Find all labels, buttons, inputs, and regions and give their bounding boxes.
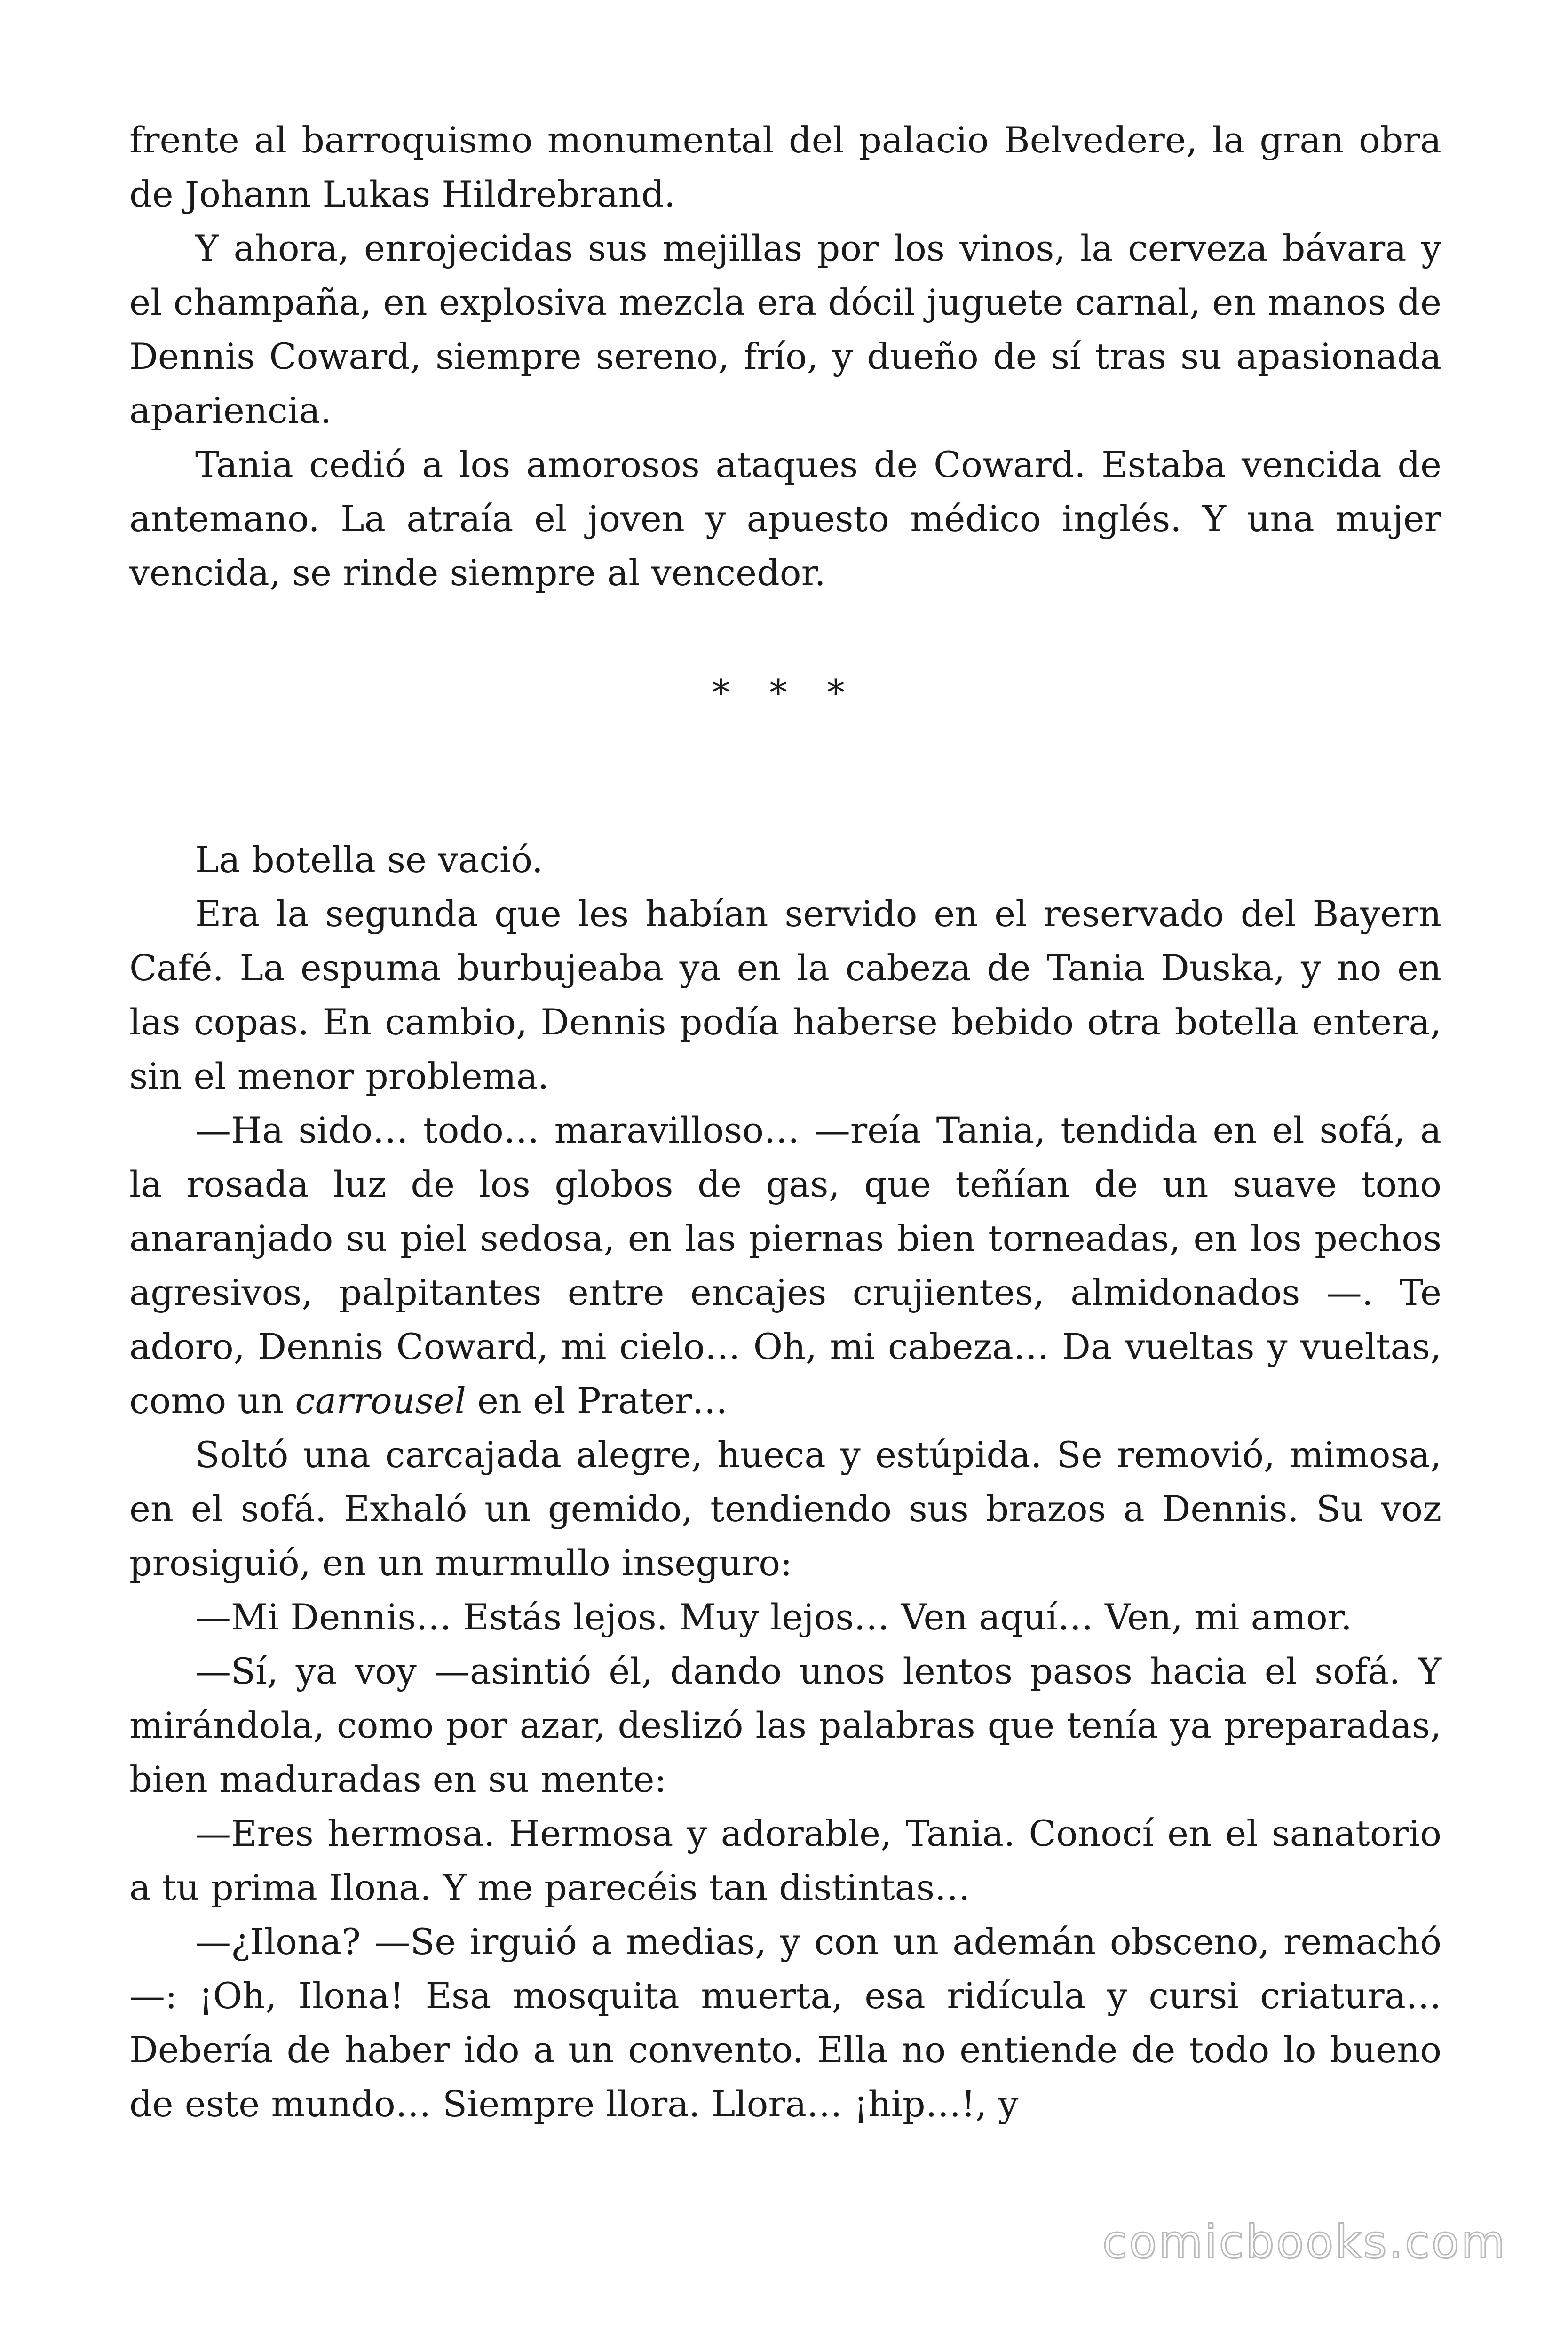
paragraph: Soltó una carcajada alegre, hueca y estúpida. Se removió, mimosa, en el sofá. Exhaló un gemido, tendiendo sus brazos a Dennis. Su voz prosiguió, en un murmullo inseguro: <box>129 1434 1441 1584</box>
paragraph: Era la segunda que les habían servido en el reservado del Bayern Café. La espuma burbujeaba ya en la cabeza de Tania Duska, y no en las copas. En cambio, Dennis podía haberse bebido otra botella entera, sin el menor problema. <box>129 893 1441 1097</box>
paragraph: Tania cedió a los amorosos ataques de Coward. Estaba vencida de antemano. La atraía el joven y apuesto médico inglés. Y una mujer vencida, se rinde siempre al vencedor. <box>129 444 1441 594</box>
paragraph: —Sí, ya voy —asintió él, dando unos lentos pasos hacia el sofá. Y mirándola, como por azar, deslizó las palabras que tenía ya preparadas, bien maduradas en su mente: <box>129 1650 1441 1800</box>
paragraph: —Eres hermosa. Hermosa y adorable, Tania. Conocí en el sanatorio a tu prima Ilona. Y me parecéis tan distintas… <box>129 1812 1441 1908</box>
paragraph-text: en el Prater… <box>466 1380 728 1422</box>
paragraph: Y ahora, enrojecidas sus mejillas por los vinos, la cerveza bávara y el champaña, en explosiva mezcla era dócil juguete carnal, en manos de Dennis Coward, siempre sereno, frío, y dueño de sí tras su apasionada apariencia. <box>129 227 1441 431</box>
paragraph: La botella se vació. <box>195 839 543 881</box>
paragraph: frente al barroquismo monumental del palacio Belvedere, la gran obra de Johann Lukas Hildrebrand. <box>129 119 1441 215</box>
paragraph: —¿Ilona? —Se irguió a medias, y con un ademán obsceno, remachó—: ¡Oh, Ilona! Esa mosquita muerta, esa ridícula y cursi criatura… Debería de haber ido a un convento. Ella no entiende de todo lo bueno de este mundo… Siempre llora. Llora… ¡hip…!, y <box>129 1921 1441 2125</box>
section-separator: * * * <box>712 672 859 714</box>
paragraph: —Mi Dennis… Estás lejos. Muy lejos… Ven aquí… Ven, mi amor. <box>195 1596 1352 1638</box>
italic-word: carrousel <box>295 1380 466 1422</box>
paragraph-text: —Ha sido… todo… maravilloso… —reía Tania, tendida en el sofá, a la rosada luz de los globos de gas, que teñían de un suave tono anaranjado su piel sedosa, en las piernas bien torneadas, en los pechos agresivos, palpitantes entre encajes crujientes, almidonados —. Te adoro, Dennis Coward, mi cielo… Oh, mi cabeza… Da vueltas y vueltas, como un <box>129 1109 1441 1422</box>
page-body <box>129 113 1441 2131</box>
paragraph <box>129 1103 1441 1428</box>
watermark: comicbooks.com <box>1102 2216 1507 2268</box>
